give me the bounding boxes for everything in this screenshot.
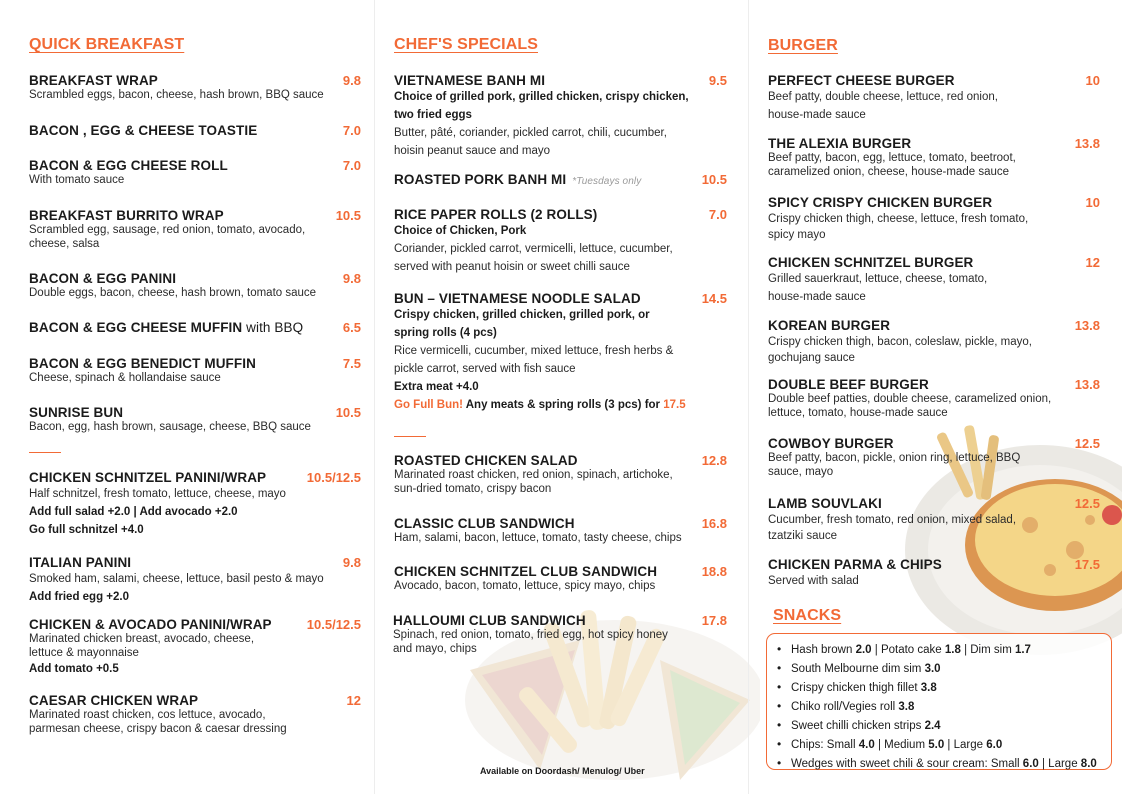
item-price: 7.0	[708, 207, 727, 222]
item-desc: spicy mayo	[768, 229, 826, 241]
menu-item	[768, 73, 1100, 124]
item-price: 10.5	[335, 405, 361, 420]
snack-line	[777, 659, 1103, 678]
item-desc: With tomato sauce	[29, 174, 125, 186]
item-price: 9.8	[342, 271, 361, 286]
item-desc: gochujang sauce	[768, 352, 855, 364]
item-name: BREAKFAST BURRITO WRAP	[29, 208, 224, 223]
item-desc: Smoked ham, salami, cheese, lettuce, basil pesto & mayo	[29, 573, 324, 585]
menu-item	[768, 436, 1100, 479]
menu-item	[394, 453, 727, 496]
item-price: 16.8	[701, 516, 727, 531]
item-desc: sauce, mayo	[768, 466, 834, 478]
item-price: 12.5	[1074, 436, 1100, 451]
menu-item	[768, 136, 1100, 179]
item-price: 7.5	[342, 356, 361, 371]
item-desc: Bacon, egg, hash brown, sausage, cheese, BBQ sauce	[29, 421, 311, 433]
item-desc: Double eggs, bacon, cheese, hash brown, tomato sauce	[29, 287, 317, 299]
menu-item	[29, 208, 361, 251]
item-price: 14.5	[701, 291, 727, 306]
menu-item	[394, 207, 727, 276]
item-choice: Choice of grilled pork, grilled chicken, crispy chicken,	[394, 91, 689, 103]
item-desc: Scrambled eggs, bacon, cheese, hash brown, BBQ sauce	[29, 89, 324, 101]
item-name: BACON & EGG PANINI	[29, 271, 177, 286]
item-desc: sun-dried tomato, crispy bacon	[394, 483, 552, 495]
menu-item	[29, 73, 361, 102]
item-name: CHICKEN PARMA & CHIPS	[768, 557, 942, 572]
menu-item	[768, 377, 1100, 420]
menu-item	[394, 172, 727, 187]
menu-item	[29, 470, 361, 539]
item-desc: Crispy chicken thigh, cheese, lettuce, fresh tomato,	[768, 213, 1029, 225]
item-desc: Ham, salami, bacon, lettuce, tomato, tasty cheese, chips	[394, 532, 682, 544]
item-name: LAMB SOUVLAKI	[768, 496, 882, 511]
go-full-bun-text: Any meats & spring rolls (3 pcs) for	[462, 399, 664, 411]
go-full-bun-line	[394, 396, 727, 414]
snack-text: Chips: Small	[791, 739, 859, 751]
item-name: ITALIAN PANINI	[29, 555, 132, 570]
menu-item	[768, 255, 1100, 306]
menu-item	[394, 516, 727, 545]
item-price: 10.5/12.5	[306, 617, 361, 632]
item-name-row	[394, 172, 727, 187]
item-desc: and mayo, chips	[393, 643, 477, 655]
item-price: 7.0	[342, 123, 361, 138]
snack-text: | Large	[944, 739, 987, 751]
item-desc: cheese, salsa	[29, 238, 100, 250]
item-name: KOREAN BURGER	[768, 318, 891, 333]
item-desc: Cucumber, fresh tomato, red onion, mixed salad,	[768, 514, 1017, 526]
snack-text: | Large	[1038, 758, 1081, 770]
item-desc: Grilled sauerkraut, lettuce, cheese, tomato,	[768, 273, 988, 285]
item-name: DOUBLE BEEF BURGER	[768, 377, 929, 392]
item-price: 10	[1085, 73, 1100, 88]
go-full-bun-label: Go Full Bun!	[394, 399, 463, 411]
item-price: 10.5	[701, 172, 727, 187]
item-choice: spring rolls (4 pcs)	[394, 327, 497, 339]
item-name: THE ALEXIA BURGER	[768, 136, 912, 151]
item-price: 7.0	[342, 158, 361, 173]
snack-line	[777, 678, 1103, 697]
item-choice: Choice of Chicken, Pork	[394, 225, 527, 237]
item-desc: Rice vermicelli, cucumber, mixed lettuce, fresh herbs &	[394, 345, 674, 357]
item-desc: parmesan cheese, crispy bacon & caesar dressing	[29, 723, 287, 735]
item-price: 18.8	[701, 564, 727, 579]
snack-price: 4.0	[858, 739, 875, 751]
snack-text: South Melbourne dim sim	[791, 663, 925, 675]
snack-text: | Potato cake	[871, 644, 945, 656]
item-extra: Go full schnitzel +4.0	[29, 524, 144, 536]
snack-text: Chiko roll/Vegies roll	[791, 701, 899, 713]
item-name: CHICKEN & AVOCADO PANINI/WRAP	[29, 617, 272, 632]
item-price: 12	[346, 693, 361, 708]
item-price: 13.8	[1074, 377, 1100, 392]
snacks-list	[777, 640, 1103, 773]
menu-item	[29, 693, 361, 736]
item-price: 10.5	[335, 208, 361, 223]
item-name: HALLOUMI CLUB SANDWICH	[393, 613, 586, 628]
item-choice: two fried eggs	[394, 109, 472, 121]
snacks-box	[766, 633, 1112, 770]
snack-line	[777, 735, 1103, 754]
snack-price: 8.0	[1080, 758, 1097, 770]
item-price: 10	[1085, 195, 1100, 210]
item-desc: Spinach, red onion, tomato, fried egg, hot spicy honey	[393, 629, 668, 641]
menu-item	[29, 617, 361, 678]
item-price: 12.5	[1074, 496, 1100, 511]
snack-price: 1.7	[1014, 644, 1031, 656]
item-name: BACON , EGG & CHEESE TOASTIE	[29, 123, 258, 138]
item-desc: house-made sauce	[768, 291, 866, 303]
item-desc: Avocado, bacon, tomato, lettuce, spicy mayo, chips	[394, 580, 656, 592]
item-name: VIETNAMESE BANH MI	[394, 73, 546, 88]
snack-text: Sweet chilli chicken strips	[791, 720, 925, 732]
item-name: CHICKEN SCHNITZEL BURGER	[768, 255, 974, 270]
menu-item	[29, 405, 361, 434]
item-name: BREAKFAST WRAP	[29, 73, 158, 88]
item-desc: Scrambled egg, sausage, red onion, tomato, avocado,	[29, 224, 306, 236]
menu-item	[29, 320, 361, 335]
item-desc: Marinated chicken breast, avocado, cheese,	[29, 633, 255, 645]
item-name: BACON & EGG BENEDICT MUFFIN	[29, 356, 256, 371]
item-desc: Crispy chicken thigh, bacon, coleslaw, pickle, mayo,	[768, 336, 1032, 348]
item-name: BUN – VIETNAMESE NOODLE SALAD	[394, 291, 641, 306]
snack-price: 1.8	[944, 644, 961, 656]
item-desc: Marinated roast chicken, red onion, spinach, artichoke,	[394, 469, 673, 481]
item-desc: lettuce & mayonnaise	[29, 647, 139, 659]
item-price: 9.8	[342, 73, 361, 88]
snack-price: 6.0	[986, 739, 1003, 751]
item-desc: pickle carrot, served with fish sauce	[394, 363, 576, 375]
section-title-chefs-specials: CHEF'S SPECIALS	[394, 36, 538, 53]
snack-price: 6.0	[1022, 758, 1039, 770]
item-desc: served with peanut hoisin or sweet chilli sauce	[394, 261, 630, 273]
menu-item	[768, 557, 1100, 590]
section-title-burger: BURGER	[768, 37, 838, 54]
item-name: ROASTED PORK BANH MI	[394, 172, 567, 187]
item-name: PERFECT CHEESE BURGER	[768, 73, 955, 88]
item-name: CLASSIC CLUB SANDWICH	[394, 516, 575, 531]
item-name-row	[29, 320, 361, 335]
item-extra: Add tomato +0.5	[29, 663, 119, 675]
item-name: SUNRISE BUN	[29, 405, 124, 420]
item-name: COWBOY BURGER	[768, 436, 894, 451]
item-desc: Cheese, spinach & hollandaise sauce	[29, 372, 221, 384]
menu-item	[394, 291, 727, 414]
item-desc: Marinated roast chicken, cos lettuce, avocado,	[29, 709, 266, 721]
snack-line	[777, 640, 1103, 659]
item-price: 12	[1085, 255, 1100, 270]
item-desc: caramelized onion, cheese, house-made sauce	[768, 166, 1010, 178]
menu-item	[394, 73, 727, 160]
item-name-suffix: with BBQ	[242, 320, 304, 335]
item-desc: Butter, pâté, coriander, pickled carrot, chili, cucumber,	[394, 127, 667, 139]
menu-item	[29, 356, 361, 385]
menu-item	[768, 318, 1100, 365]
item-name: CAESAR CHICKEN WRAP	[29, 693, 199, 708]
snack-price: 3.8	[898, 701, 915, 713]
snack-line	[777, 716, 1103, 735]
snack-text: Wedges with sweet chili & sour cream: Small	[791, 758, 1023, 770]
item-desc: Half schnitzel, fresh tomato, lettuce, cheese, mayo	[29, 488, 286, 500]
item-price: 17.5	[1074, 557, 1100, 572]
snack-text: | Dim sim	[960, 644, 1015, 656]
item-price: 13.8	[1074, 318, 1100, 333]
section-divider	[29, 452, 61, 453]
item-name: ROASTED CHICKEN SALAD	[394, 453, 578, 468]
item-choice: Crispy chicken, grilled chicken, grilled pork, or	[394, 309, 650, 321]
item-extra: Add full salad +2.0 | Add avocado +2.0	[29, 506, 238, 518]
item-price: 9.5	[708, 73, 727, 88]
snack-text: Crispy chicken thigh fillet	[791, 682, 921, 694]
menu-item	[768, 496, 1100, 543]
item-name: RICE PAPER ROLLS (2 ROLLS)	[394, 207, 598, 222]
item-extra: Add fried egg +2.0	[29, 591, 130, 603]
item-desc: hoisin peanut sauce and mayo	[394, 145, 550, 157]
menu-item	[29, 271, 361, 300]
snack-text: | Medium	[874, 739, 929, 751]
item-price: 9.8	[342, 555, 361, 570]
tuesdays-only-note: *Tuesdays only	[572, 176, 642, 187]
item-desc: Served with salad	[768, 575, 859, 587]
item-price: 17.8	[701, 613, 727, 628]
snack-text: Hash brown	[791, 644, 856, 656]
menu-item	[393, 613, 727, 656]
menu-item	[394, 564, 727, 593]
menu-item	[29, 158, 361, 187]
item-price: 6.5	[342, 320, 361, 335]
item-name: SPICY CRISPY CHICKEN BURGER	[768, 195, 993, 210]
item-desc: Double beef patties, double cheese, caramelized onion,	[768, 393, 1052, 405]
section-divider	[394, 436, 426, 437]
item-name: CHICKEN SCHNITZEL PANINI/WRAP	[29, 470, 267, 485]
snack-line	[777, 754, 1103, 773]
snack-price: 5.0	[928, 739, 945, 751]
item-name: CHICKEN SCHNITZEL CLUB SANDWICH	[394, 564, 658, 579]
go-full-bun-price: 17.5	[663, 399, 686, 411]
chefs-specials-column	[374, 0, 748, 794]
menu-item	[29, 123, 361, 138]
item-desc: Beef patty, double cheese, lettuce, red onion,	[768, 91, 998, 103]
item-price: 10.5/12.5	[306, 470, 361, 485]
quick-breakfast-column	[0, 0, 374, 794]
snack-price: 2.4	[924, 720, 941, 732]
item-extra: Extra meat +4.0	[394, 381, 479, 393]
item-desc: lettuce, tomato, house-made sauce	[768, 407, 948, 419]
item-desc: Beef patty, bacon, pickle, onion ring, lettuce, BBQ	[768, 452, 1021, 464]
item-name: BACON & EGG CHEESE ROLL	[29, 158, 228, 173]
section-title-snacks: SNACKS	[773, 607, 842, 624]
section-title-quick-breakfast: QUICK BREAKFAST	[29, 36, 185, 53]
item-name: BACON & EGG CHEESE MUFFIN	[29, 320, 243, 335]
menu-item	[29, 555, 361, 606]
item-price: 12.8	[701, 453, 727, 468]
menu-item	[768, 195, 1100, 242]
item-desc: tzatziki sauce	[768, 530, 838, 542]
item-desc: house-made sauce	[768, 109, 866, 121]
snack-line	[777, 697, 1103, 716]
snack-price: 3.0	[924, 663, 941, 675]
snack-price: 3.8	[920, 682, 937, 694]
item-desc: Coriander, pickled carrot, vermicelli, lettuce, cucumber,	[394, 243, 673, 255]
snack-price: 2.0	[855, 644, 872, 656]
item-desc: Beef patty, bacon, egg, lettuce, tomato, beetroot,	[768, 152, 1016, 164]
delivery-availability-note: Available on Doordash/ Menulog/ Uber	[480, 766, 645, 776]
item-price: 13.8	[1074, 136, 1100, 151]
